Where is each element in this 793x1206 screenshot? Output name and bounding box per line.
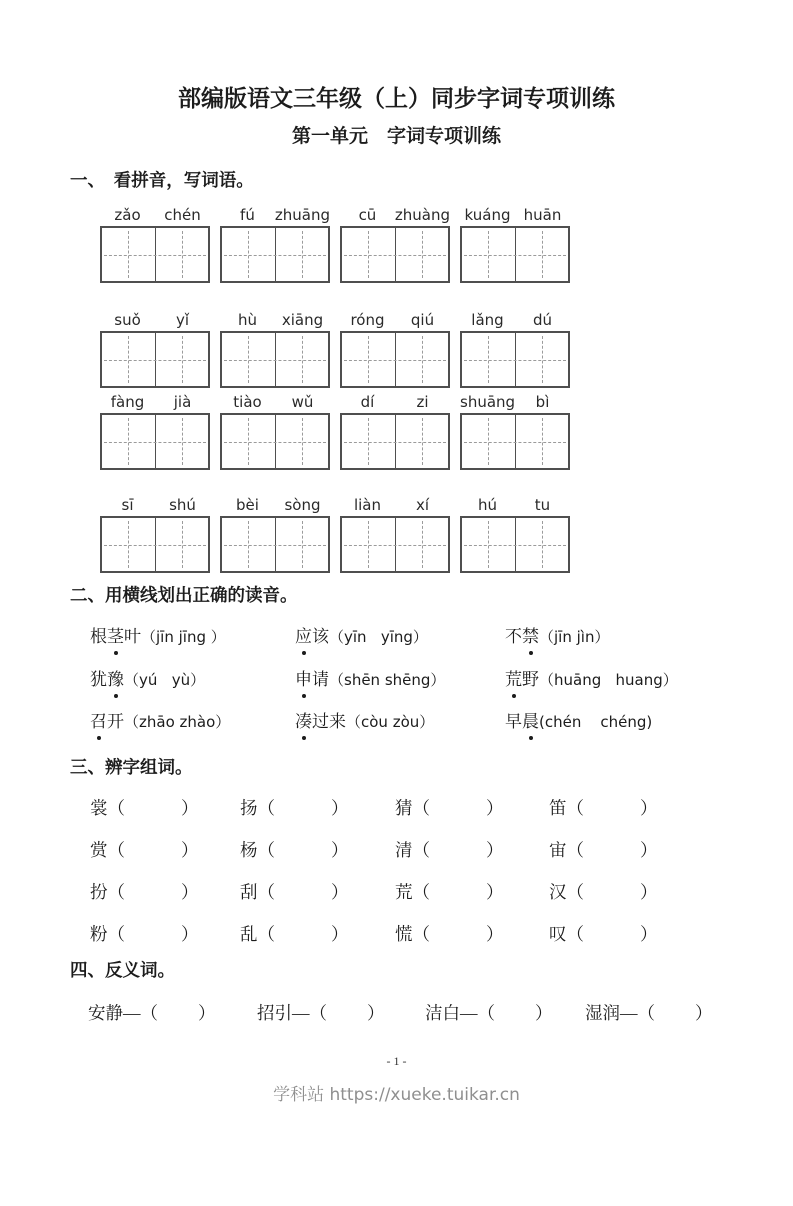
- pronunciation-options: （yīn yīng）: [329, 628, 428, 646]
- word-building-item: [549, 878, 658, 906]
- pinyin-row: [100, 310, 793, 388]
- paren-open: （: [566, 840, 584, 860]
- pinyin-word-group: [100, 495, 210, 573]
- pinyin-syllable: xiāng: [281, 311, 324, 329]
- character-label: 清: [395, 840, 413, 860]
- pinyin-labels: [220, 310, 330, 331]
- word-building-item: [549, 836, 658, 864]
- pronunciation-item: [505, 665, 678, 695]
- word-char: 过: [312, 712, 329, 731]
- word-char: 叶: [124, 627, 141, 646]
- paren-close: ）: [486, 840, 504, 860]
- word-char: 野: [522, 670, 539, 689]
- word-building-item: [549, 794, 658, 822]
- word-char: 应: [295, 622, 312, 652]
- pinyin-row: [100, 392, 793, 470]
- word-building-item: [549, 920, 658, 948]
- pinyin-syllable: hù: [237, 311, 257, 329]
- writing-cell: [155, 333, 209, 386]
- writing-box: [220, 516, 330, 573]
- pronunciation-item: [295, 707, 505, 737]
- word-building-item: [90, 836, 240, 864]
- writing-cell: [515, 415, 569, 468]
- pinyin-labels: [100, 205, 210, 226]
- page-number: - 1 -: [386, 1054, 407, 1068]
- paren-open: （: [257, 840, 275, 860]
- paren-open: （: [412, 840, 430, 860]
- dash: —: [460, 1003, 478, 1023]
- pinyin-syllable: bì: [535, 393, 550, 411]
- word-char: 根: [90, 627, 107, 646]
- word-building-row: [90, 794, 793, 822]
- pinyin-syllable: chén: [164, 206, 201, 224]
- character-label: 裳: [90, 798, 108, 818]
- pinyin-syllable: shú: [169, 496, 196, 514]
- pinyin-syllable: sī: [121, 496, 134, 514]
- paren-open: （: [257, 798, 275, 818]
- word-label: [505, 627, 539, 646]
- paren-open: （: [107, 882, 125, 902]
- writing-box: [100, 516, 210, 573]
- writing-cell: [342, 333, 395, 386]
- word-building-row: [90, 878, 793, 906]
- pinyin-grid-section: [100, 205, 793, 573]
- character-label: 粉: [90, 924, 108, 944]
- word-label: [505, 670, 539, 689]
- pinyin-word-group: [220, 495, 330, 573]
- word-char: 来: [329, 712, 346, 731]
- paren-close: ）: [331, 798, 349, 818]
- word-char: 禁: [522, 622, 539, 652]
- paren-open: （: [566, 882, 584, 902]
- writing-box: [460, 413, 570, 470]
- pinyin-labels: [100, 392, 210, 413]
- section1-heading: 一、 看拼音，写词语。: [70, 170, 254, 190]
- writing-cell: [102, 333, 155, 386]
- word-building-row: [90, 836, 793, 864]
- word-char: 犹: [90, 670, 107, 689]
- paren-open: （: [107, 924, 125, 944]
- pinyin-labels: [460, 310, 570, 331]
- pinyin-row: [100, 205, 793, 283]
- writing-box: [100, 413, 210, 470]
- writing-cell: [155, 415, 209, 468]
- pinyin-syllable: zǎo: [114, 206, 141, 224]
- paren-open: （: [257, 882, 275, 902]
- character-label: 刮: [240, 882, 258, 902]
- antonym-item: [425, 999, 585, 1027]
- pinyin-labels: [100, 495, 210, 516]
- writing-cell: [395, 228, 449, 281]
- word-char: 召: [90, 707, 107, 737]
- writing-cell: [222, 228, 275, 281]
- pinyin-word-group: [460, 392, 570, 470]
- writing-box: [220, 413, 330, 470]
- paren-close: ）: [367, 1003, 385, 1023]
- paren-open: （: [566, 924, 584, 944]
- paren-close: ）: [198, 1003, 216, 1023]
- pinyin-word-group: [340, 205, 450, 283]
- pronunciation-row: [90, 665, 793, 695]
- word-label: 安静: [88, 1003, 123, 1023]
- word-label: [90, 627, 141, 646]
- pronunciation-options: （jīn jīng ）: [141, 628, 226, 646]
- paren-close: ）: [486, 798, 504, 818]
- word-building-item: [240, 836, 395, 864]
- pinyin-syllable: huān: [523, 206, 562, 224]
- paren-open: （: [412, 882, 430, 902]
- paren-close: ）: [535, 1003, 553, 1023]
- pinyin-syllable: jià: [173, 393, 192, 411]
- pronunciation-row: [90, 707, 793, 737]
- character-label: 猜: [395, 798, 413, 818]
- pronunciation-options: （yú yù）: [124, 671, 206, 689]
- character-label: 杨: [240, 840, 258, 860]
- character-label: 慌: [395, 924, 413, 944]
- word-label: [295, 627, 329, 646]
- writing-cell: [462, 415, 515, 468]
- paren-open: （: [257, 924, 275, 944]
- pronunciation-item: [90, 707, 295, 737]
- pinyin-word-group: [460, 495, 570, 573]
- paren-close: ）: [640, 840, 658, 860]
- writing-cell: [395, 415, 449, 468]
- character-label: 扮: [90, 882, 108, 902]
- writing-cell: [342, 518, 395, 571]
- word-building-item: [240, 794, 395, 822]
- word-building-item: [395, 836, 549, 864]
- pronunciation-item: [295, 665, 505, 695]
- word-char: 茎: [107, 622, 124, 652]
- paren-close: ）: [331, 840, 349, 860]
- pinyin-syllable: tu: [534, 496, 551, 514]
- writing-box: [340, 226, 450, 283]
- pinyin-syllable: cū: [358, 206, 377, 224]
- writing-cell: [342, 415, 395, 468]
- character-label: 宙: [549, 840, 567, 860]
- writing-cell: [395, 333, 449, 386]
- word-char: 早: [505, 712, 522, 731]
- pronunciation-options: （còu zòu）: [346, 713, 435, 731]
- word-char: 申: [295, 665, 312, 695]
- character-label: 荒: [395, 882, 413, 902]
- word-building-item: [90, 920, 240, 948]
- pronunciation-options: （zhāo zhào）: [124, 713, 231, 731]
- writing-cell: [275, 415, 329, 468]
- paren-close: ）: [181, 924, 199, 944]
- character-label: 笛: [549, 798, 567, 818]
- writing-box: [460, 331, 570, 388]
- pinyin-labels: [340, 392, 450, 413]
- paren-close: ）: [181, 840, 199, 860]
- paren-open: （: [309, 1003, 327, 1023]
- pinyin-word-group: [460, 205, 570, 283]
- pinyin-syllable: wǔ: [291, 393, 314, 411]
- paren-close: ）: [181, 798, 199, 818]
- word-label: [90, 712, 124, 731]
- pronunciation-row: [90, 622, 793, 652]
- worksheet-page: [0, 84, 793, 1206]
- pinyin-syllable: qiú: [410, 311, 435, 329]
- pinyin-word-group: [340, 310, 450, 388]
- word-label: 招引: [257, 1003, 292, 1023]
- writing-cell: [102, 228, 155, 281]
- dash: —: [292, 1003, 310, 1023]
- writing-cell: [275, 518, 329, 571]
- pinyin-word-group: [220, 392, 330, 470]
- word-building-item: [240, 920, 395, 948]
- word-char: 豫: [107, 665, 124, 695]
- word-char: 该: [312, 627, 329, 646]
- antonym-item: [257, 999, 425, 1027]
- paren-close: ）: [486, 882, 504, 902]
- pinyin-labels: [340, 495, 450, 516]
- pinyin-syllable: tiào: [233, 393, 262, 411]
- word-label: 洁白: [425, 1003, 460, 1023]
- pinyin-syllable: hú: [477, 496, 497, 514]
- word-label: [505, 712, 539, 731]
- writing-box: [340, 516, 450, 573]
- pinyin-row: [100, 495, 793, 573]
- pinyin-syllable: shuāng: [460, 393, 516, 411]
- pinyin-syllable: suǒ: [114, 311, 141, 329]
- character-label: 叹: [549, 924, 567, 944]
- word-building-section: [90, 794, 793, 948]
- writing-cell: [275, 228, 329, 281]
- pinyin-syllable: dú: [532, 311, 553, 329]
- paren-open: （: [412, 798, 430, 818]
- word-char: 荒: [505, 665, 522, 695]
- writing-cell: [155, 228, 209, 281]
- paren-open: （: [107, 798, 125, 818]
- paren-close: ）: [640, 924, 658, 944]
- paren-open: （: [566, 798, 584, 818]
- pronunciation-section: [90, 622, 793, 737]
- antonym-section: [88, 999, 793, 1027]
- writing-cell: [155, 518, 209, 571]
- writing-cell: [515, 333, 569, 386]
- antonym-item: [88, 999, 257, 1027]
- pinyin-syllable: dí: [360, 393, 375, 411]
- writing-cell: [102, 518, 155, 571]
- writing-cell: [515, 228, 569, 281]
- pinyin-labels: [220, 495, 330, 516]
- word-char: 晨: [522, 707, 539, 737]
- paren-close: ）: [640, 882, 658, 902]
- pinyin-syllable: róng: [350, 311, 385, 329]
- pinyin-labels: [100, 310, 210, 331]
- writing-box: [460, 516, 570, 573]
- pronunciation-item: [505, 622, 609, 652]
- pinyin-word-group: [340, 392, 450, 470]
- character-label: 赏: [90, 840, 108, 860]
- pronunciation-item: [90, 665, 295, 695]
- paren-open: （: [107, 840, 125, 860]
- pinyin-syllable: fú: [240, 206, 255, 224]
- section2-heading: 二、用横线划出正确的读音。: [70, 585, 298, 605]
- paren-close: ）: [331, 924, 349, 944]
- word-building-item: [395, 920, 549, 948]
- word-label: [90, 670, 124, 689]
- page-title: 部编版语文三年级（上）同步字词专项训练: [178, 86, 615, 111]
- word-building-item: [90, 794, 240, 822]
- dash: —: [123, 1003, 141, 1023]
- paren-open: （: [412, 924, 430, 944]
- word-building-item: [90, 878, 240, 906]
- pinyin-word-group: [340, 495, 450, 573]
- writing-cell: [222, 415, 275, 468]
- writing-box: [100, 226, 210, 283]
- section3-heading: 三、辨字组词。: [70, 757, 193, 777]
- paren-close: ）: [695, 1003, 713, 1023]
- writing-box: [100, 331, 210, 388]
- pinyin-word-group: [100, 392, 210, 470]
- word-char: 不: [505, 627, 522, 646]
- pinyin-syllable: kuáng: [464, 206, 511, 224]
- pinyin-syllable: sòng: [284, 496, 321, 514]
- pinyin-word-group: [100, 205, 210, 283]
- word-building-item: [240, 878, 395, 906]
- pinyin-labels: [460, 205, 570, 226]
- paren-open: （: [637, 1003, 655, 1023]
- word-building-row: [90, 920, 793, 948]
- word-char: 开: [107, 712, 124, 731]
- writing-cell: [222, 518, 275, 571]
- writing-box: [220, 226, 330, 283]
- paren-close: ）: [181, 882, 199, 902]
- pinyin-syllable: xí: [415, 496, 430, 514]
- antonym-item: [585, 999, 713, 1027]
- pinyin-syllable: liàn: [353, 496, 382, 514]
- section4-heading: 四、反义词。: [70, 960, 175, 980]
- writing-cell: [102, 415, 155, 468]
- paren-close: ）: [331, 882, 349, 902]
- character-label: 汉: [549, 882, 567, 902]
- pinyin-labels: [340, 205, 450, 226]
- pinyin-labels: [340, 310, 450, 331]
- writing-cell: [275, 333, 329, 386]
- writing-box: [460, 226, 570, 283]
- pronunciation-options: （huāng huang）: [539, 671, 678, 689]
- writing-box: [340, 331, 450, 388]
- word-label: [295, 670, 329, 689]
- pinyin-syllable: bèi: [236, 496, 259, 514]
- word-building-item: [395, 878, 549, 906]
- writing-cell: [395, 518, 449, 571]
- unit-subtitle: 第一单元 字词专项训练: [291, 126, 501, 147]
- writing-cell: [222, 333, 275, 386]
- paren-close: ）: [640, 798, 658, 818]
- word-label: 湿润: [585, 1003, 620, 1023]
- pinyin-syllable: zhuàng: [394, 206, 450, 224]
- pinyin-word-group: [220, 205, 330, 283]
- pinyin-word-group: [220, 310, 330, 388]
- pronunciation-item: [505, 707, 652, 737]
- pronunciation-options: (chén chéng): [539, 713, 653, 731]
- footer-site-link: 学科站 https://xueke.tuikar.cn: [273, 1085, 520, 1105]
- writing-box: [220, 331, 330, 388]
- word-char: 请: [312, 670, 329, 689]
- pronunciation-item: [295, 622, 505, 652]
- writing-cell: [462, 228, 515, 281]
- pinyin-labels: [220, 205, 330, 226]
- paren-close: ）: [486, 924, 504, 944]
- pronunciation-options: （jīn jìn）: [539, 628, 610, 646]
- writing-cell: [342, 228, 395, 281]
- writing-cell: [515, 518, 569, 571]
- pinyin-labels: [220, 392, 330, 413]
- pinyin-syllable: lǎng: [471, 311, 504, 329]
- pinyin-word-group: [460, 310, 570, 388]
- word-building-item: [395, 794, 549, 822]
- writing-cell: [462, 333, 515, 386]
- pronunciation-options: （shēn shēng）: [329, 671, 446, 689]
- pinyin-word-group: [100, 310, 210, 388]
- dash: —: [620, 1003, 638, 1023]
- writing-cell: [462, 518, 515, 571]
- pinyin-syllable: fàng: [110, 393, 145, 411]
- paren-open: （: [477, 1003, 495, 1023]
- character-label: 乱: [240, 924, 258, 944]
- character-label: 扬: [240, 798, 258, 818]
- pinyin-syllable: zhuāng: [274, 206, 330, 224]
- pinyin-labels: [460, 392, 570, 413]
- pinyin-syllable: yǐ: [175, 311, 190, 329]
- word-char: 凑: [295, 707, 312, 737]
- paren-open: （: [140, 1003, 158, 1023]
- pinyin-syllable: zi: [416, 393, 429, 411]
- word-label: [295, 712, 346, 731]
- writing-box: [340, 413, 450, 470]
- pronunciation-item: [90, 622, 295, 652]
- pinyin-labels: [460, 495, 570, 516]
